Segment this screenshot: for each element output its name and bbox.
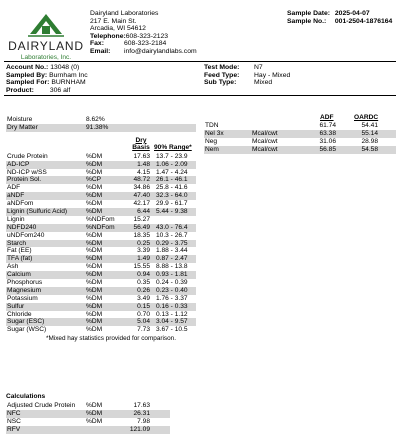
calculation-value: 26.31 (133, 409, 150, 417)
nutrient-unit: %CP (86, 176, 102, 184)
nutrient-name: aNDF (7, 192, 25, 200)
nutrient-name: Fat (EE) (7, 247, 32, 255)
table-row (6, 247, 196, 255)
nutrient-value: 3.49 (137, 294, 150, 302)
table-row (6, 192, 196, 200)
nutrient-name: ND-ICP w/SS (7, 168, 47, 176)
energy-name: Nel 3x (205, 129, 224, 137)
table-row (204, 130, 396, 138)
range-footnote: *Mixed hay statistics provided for comparison. (46, 335, 176, 343)
nutrient-name: aNDFom (7, 200, 34, 208)
nutrient-range: 1.88 - 3.44 (156, 247, 188, 255)
table-row (204, 122, 396, 130)
nutrient-range: 1.06 - 2.09 (156, 160, 188, 168)
nutrient-unit: %DM (86, 208, 103, 216)
table-row (6, 224, 196, 232)
nutrient-unit: %DM (86, 192, 103, 200)
nutrient-range: 25.8 - 41.6 (156, 184, 188, 192)
table-row (6, 176, 196, 184)
energy-name: Nem (205, 145, 219, 153)
nutrient-unit: %DM (86, 200, 103, 208)
nutrient-range: 0.16 - 0.33 (156, 302, 188, 310)
table-row (6, 279, 196, 287)
nutrient-value: 4.15 (137, 168, 150, 176)
nutrient-name: Chloride (7, 310, 32, 318)
company-logo (6, 8, 86, 61)
header-dry-basis: Dry Basis (132, 136, 150, 152)
nutrient-name: Crude Protein (7, 152, 48, 160)
nutrient-value: 5.04 (137, 318, 150, 326)
nutrient-value: 0.25 (137, 239, 150, 247)
nutrient-unit: %DM (86, 239, 103, 247)
nutrient-name: Sulfur (7, 302, 25, 310)
sub-type: Sub Type: Mixed (204, 79, 273, 87)
nutrient-unit: %DM (86, 247, 103, 255)
account-block (6, 64, 88, 94)
nutrient-value: 3.39 (137, 247, 150, 255)
nutrient-name: Calcium (7, 271, 31, 279)
calculation-name: NFC (7, 409, 21, 417)
header-range: 90% Range* (154, 144, 192, 152)
nutrient-range: 0.93 - 1.81 (156, 271, 188, 279)
table-row (6, 418, 170, 426)
nutrient-value: 0.70 (137, 310, 150, 318)
nutrient-unit: %DM (86, 326, 103, 334)
nutrient-range: 0.13 - 1.12 (156, 310, 188, 318)
nutrient-range: 5.44 - 9.38 (156, 208, 188, 216)
sample-date: Sample Date: 2025-04-07 (287, 10, 370, 17)
table-row (6, 232, 196, 240)
nutrient-range: 43.0 - 76.4 (156, 223, 188, 231)
table-row (6, 169, 196, 177)
feed-type: Feed Type: Hay - Mixed (204, 71, 291, 79)
table-row (6, 295, 196, 303)
nutrient-name: Potassium (7, 294, 38, 302)
table-row (6, 287, 196, 295)
account-number: Account No.: 13048 (0) (6, 64, 80, 71)
nutrient-value: 7.73 (137, 326, 150, 334)
nutrient-range: 1.47 - 4.24 (156, 168, 188, 176)
nutrient-value: 18.35 (133, 231, 150, 239)
logo-subtitle: Laboratories, Inc. (20, 54, 72, 61)
nutrient-range: 13.7 - 23.9 (156, 152, 188, 160)
nutrient-unit: %DM (86, 271, 103, 279)
energy-adf-value: 31.06 (319, 137, 336, 145)
nutrient-name: NDFD240 (7, 223, 37, 231)
nutrient-name: Starch (7, 239, 27, 247)
nutrient-value: 17.63 (133, 152, 150, 160)
nutrient-unit: %NDFom (86, 223, 115, 231)
nutrient-unit: %DM (86, 310, 103, 318)
calculation-unit: %DM (86, 417, 103, 425)
lab-address-line1: 217 E. Main St. (90, 17, 137, 25)
calculation-rows (6, 402, 170, 434)
energy-name: TDN (205, 122, 219, 129)
nutrient-table-header (6, 137, 196, 153)
nutrient-name: ADF (7, 184, 21, 192)
nutrient-name: AD-ICP (7, 160, 30, 168)
nutrient-range: 0.24 - 0.39 (156, 279, 188, 287)
table-row (6, 303, 196, 311)
test-mode-block (204, 64, 290, 87)
header-divider (4, 61, 396, 62)
nutrient-unit: %DM (86, 231, 103, 239)
table-row (6, 200, 196, 208)
nutrient-name: Lignin (Sulfuric Acid) (7, 208, 68, 216)
nutrient-name: Sugar (ESC) (7, 318, 45, 326)
nutrient-value: 0.15 (137, 302, 150, 310)
sampled-by: Sampled By: Burnham Inc (6, 71, 88, 79)
nutrient-unit: %DM (86, 279, 103, 287)
lab-telephone: Telephone:608-323-2123 (90, 32, 169, 40)
nutrient-range: 29.9 - 61.7 (156, 200, 188, 208)
calculation-unit: %DM (86, 409, 103, 417)
calculation-value: 7.98 (137, 417, 150, 425)
nutrient-unit: %DM (86, 160, 103, 168)
calculations-section (6, 393, 170, 434)
nutrient-value: 0.94 (137, 271, 150, 279)
barn-logo-icon (26, 8, 66, 38)
nutrient-value: 15.55 (133, 263, 150, 271)
nutrient-range: 3.67 - 10.5 (156, 326, 188, 334)
nutrient-value: 48.72 (133, 176, 150, 184)
table-row (6, 318, 196, 326)
nutrient-unit: %DM (86, 318, 103, 326)
sampled-for: Sampled For: BURNHAM (6, 79, 86, 87)
nutrient-unit: %DM (86, 286, 103, 294)
nutrient-range: 0.87 - 2.47 (156, 255, 188, 263)
table-row (6, 326, 196, 334)
table-row (6, 255, 196, 263)
nutrient-rows (6, 153, 196, 334)
table-row (6, 311, 196, 319)
nutrient-range: 8.88 - 13.8 (156, 263, 188, 271)
nutrient-value: 1.49 (137, 255, 150, 263)
table-row (6, 184, 196, 192)
nutrient-name: Magnesium (7, 286, 42, 294)
nutrient-value: 1.48 (137, 160, 150, 168)
table-row (6, 426, 170, 434)
energy-oardc-value: 55.14 (361, 129, 378, 137)
lab-name: Dairyland Laboratories (90, 10, 159, 17)
nutrient-range: 0.29 - 3.75 (156, 239, 188, 247)
account-divider (4, 95, 396, 96)
header-oardc: OARDC (354, 114, 379, 121)
energy-rows (204, 122, 396, 154)
nutrient-name: Sugar (WSC) (7, 326, 47, 334)
table-row (6, 216, 196, 224)
nutrient-unit: %DM (86, 302, 103, 310)
nutrient-unit: %DM (86, 168, 103, 176)
energy-table-header (204, 114, 396, 122)
energy-oardc-value: 54.58 (361, 145, 378, 153)
calculation-value: 121.09 (129, 425, 150, 433)
nutrient-value: 34.86 (133, 184, 150, 192)
table-row (204, 138, 396, 146)
nutrient-name: Phosphorus (7, 279, 43, 287)
nutrient-table (6, 116, 196, 342)
table-row (204, 146, 396, 154)
lab-email: Email: info@dairylandlabs.com (90, 47, 197, 55)
product: Product: 306 alf (6, 86, 71, 94)
nutrient-name: Protein Sol. (7, 176, 42, 184)
nutrient-value: 0.35 (137, 279, 150, 287)
nutrient-value: 42.17 (133, 200, 150, 208)
table-row (6, 410, 170, 418)
calculation-unit: %DM (86, 402, 103, 409)
nutrient-range: 26.1 - 46.1 (156, 176, 188, 184)
nutrient-unit: %DM (86, 184, 103, 192)
table-row (6, 271, 196, 279)
lab-address-block (90, 10, 197, 56)
nutrient-unit: %NDFom (86, 215, 115, 223)
energy-oardc-value: 28.98 (361, 137, 378, 145)
nutrient-range: 10.3 - 26.7 (156, 231, 188, 239)
nutrient-range: 0.23 - 0.40 (156, 286, 188, 294)
table-row (6, 208, 196, 216)
table-row (6, 153, 196, 161)
nutrient-name: Lignin (7, 215, 25, 223)
nutrient-unit: %DM (86, 294, 103, 302)
nutrient-name: uNDFom240 (7, 231, 45, 239)
table-row (6, 161, 196, 169)
energy-adf-value: 56.85 (319, 145, 336, 153)
sample-info (287, 10, 392, 25)
nutrient-range: 3.04 - 9.57 (156, 318, 188, 326)
calculation-name: NSC (7, 417, 21, 425)
lab-address-line2: Arcadia, WI 54612 (90, 25, 146, 33)
nutrient-value: 6.44 (137, 208, 150, 216)
logo-name: DAIRYLAND (8, 39, 84, 53)
nutrient-name: Ash (7, 263, 19, 271)
nutrient-unit: %DM (86, 152, 103, 160)
header-adf: ADF (320, 114, 334, 121)
nutrient-value: 15.27 (133, 215, 150, 223)
calculation-value: 17.63 (133, 402, 150, 409)
table-row (6, 263, 196, 271)
test-mode: Test Mode: N7 (204, 64, 263, 71)
summary-row-dry-matter: Dry Matter 91.38% (6, 124, 196, 132)
energy-oardc-value: 54.41 (361, 122, 378, 129)
nutrient-value: 56.49 (133, 223, 150, 231)
summary-row-moisture: Moisture 8.62% (7, 116, 105, 123)
lab-fax: Fax: 608-323-2184 (90, 40, 167, 48)
energy-adf-value: 63.38 (319, 129, 336, 137)
nutrient-value: 47.40 (133, 192, 150, 200)
nutrient-name: TFA (fat) (7, 255, 33, 263)
calculations-title: Calculations (6, 393, 46, 400)
table-row (6, 240, 196, 248)
nutrient-range: 1.76 - 3.37 (156, 294, 188, 302)
nutrient-unit: %DM (86, 263, 103, 271)
calculation-name: RFV (7, 425, 21, 433)
energy-table (204, 114, 396, 154)
energy-unit: Mcal/cwt (252, 145, 278, 153)
nutrient-range: 32.3 - 64.0 (156, 192, 188, 200)
table-row (6, 402, 170, 410)
nutrient-value: 0.26 (137, 286, 150, 294)
energy-adf-value: 61.74 (319, 122, 336, 129)
sample-number: Sample No.: 001-2504-1876164 (287, 17, 393, 25)
energy-unit: Mcal/cwt (252, 137, 278, 145)
calculation-name: Adjusted Crude Protein (7, 402, 76, 409)
energy-unit: Mcal/cwt (252, 129, 278, 137)
energy-name: Neg (205, 137, 218, 145)
nutrient-unit: %DM (86, 255, 103, 263)
